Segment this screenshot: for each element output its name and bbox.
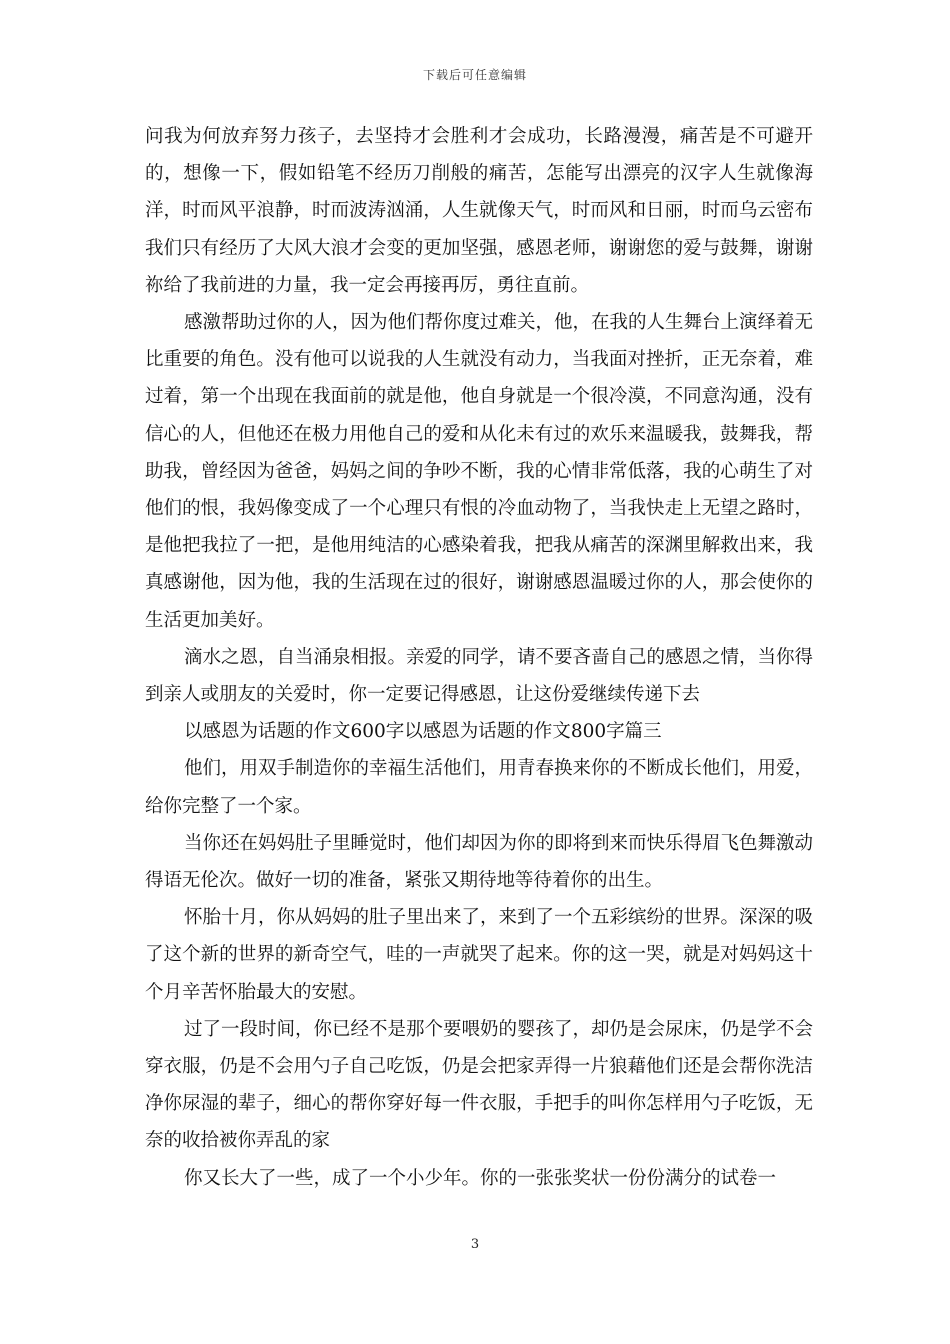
paragraph: 滴水之恩，自当涌泉相报。亲爱的同学，请不要吝啬自己的感恩之情，当你得到亲人或朋友的关爱时，你一定要记得感恩，让这份爱继续传递下去: [145, 646, 814, 706]
page-number: 3: [470, 1237, 480, 1252]
body-text: [145, 118, 813, 1197]
page-header: 下载后可任意编辑: [422, 68, 527, 82]
paragraph: 过了一段时间，你已经不是那个要喂奶的婴孩了，却仍是会尿床，仍是学不会穿衣服，仍是不会用勺子自己吃饭，仍是会把家弄得一片狼藉他们还是会帮你洗洁净你尿湿的辈子，细心的帮你穿好每一件衣服，手把手的叫你怎样用勺子吃饭，无奈的收拾被你弄乱的家: [145, 1018, 814, 1152]
paragraph: 当你还在妈妈肚子里睡觉时，他们却因为你的即将到来而快乐得眉飞色舞激动得语无伦次。做好一切的准备，紧张又期待地等待着你的出生。: [145, 832, 814, 892]
section-heading: 以感恩为话题的作文600字以感恩为话题的作文800字篇三: [184, 721, 662, 743]
paragraph: 怀胎十月，你从妈妈的肚子里出来了，来到了一个五彩缤纷的世界。深深的吸了这个新的世界的新奇空气，哇的一声就哭了起来。你的这一哭，就是对妈妈这十个月辛苦怀胎最大的安慰。: [145, 907, 814, 1003]
paragraph: 他们，用双手制造你的幸福生活他们，用青春换来你的不断成长他们，用爱，给你完整了一个家。: [145, 758, 814, 817]
paragraph: 你又长大了一些，成了一个小少年。你的一张张奖状一份份满分的试卷一: [184, 1167, 777, 1189]
paragraph: 感激帮助过你的人，因为他们帮你度过难关，他，在我的人生舞台上演绎着无比重要的角色。没有他可以说我的人生就没有动力，当我面对挫折，正无奈着，难过着，第一个出现在我面前的就是他，他自身就是一个很冷漠，不同意沟通，没有信心的人，但他还在极力用他自己的爱和从化未有过的欢乐来温暖我，鼓舞我，帮助我，曾经因为爸爸，妈妈之间的争吵不断，我的心情非常低落，我的心萌生了对他们的恨，我妈像变成了一个心理只有恨的冷血动物了，当我快走上无望之路时，是他把我拉了一把，是他用纯洁的心感染着我，把我从痛苦的深渊里解救出来，我真感谢他，因为他，我的生活现在过的很好，谢谢感恩温暖过你的人，那会使你的生活更加美好。: [145, 312, 814, 631]
paragraph: 问我为何放弃努力孩子，去坚持才会胜利才会成功，长路漫漫，痛苦是不可避开的，想像一下，假如铅笔不经历刀削般的痛苦，怎能写出漂亮的汉字人生就像海洋，时而风平浪静，时而波涛汹涌，人生就像天气，时而风和日丽，时而乌云密布我们只有经历了大风大浪才会变的更加坚强，感恩老师，谢谢您的爱与鼓舞，谢谢祢给了我前进的力量，我一定会再接再厉，勇往直前。: [145, 126, 813, 296]
